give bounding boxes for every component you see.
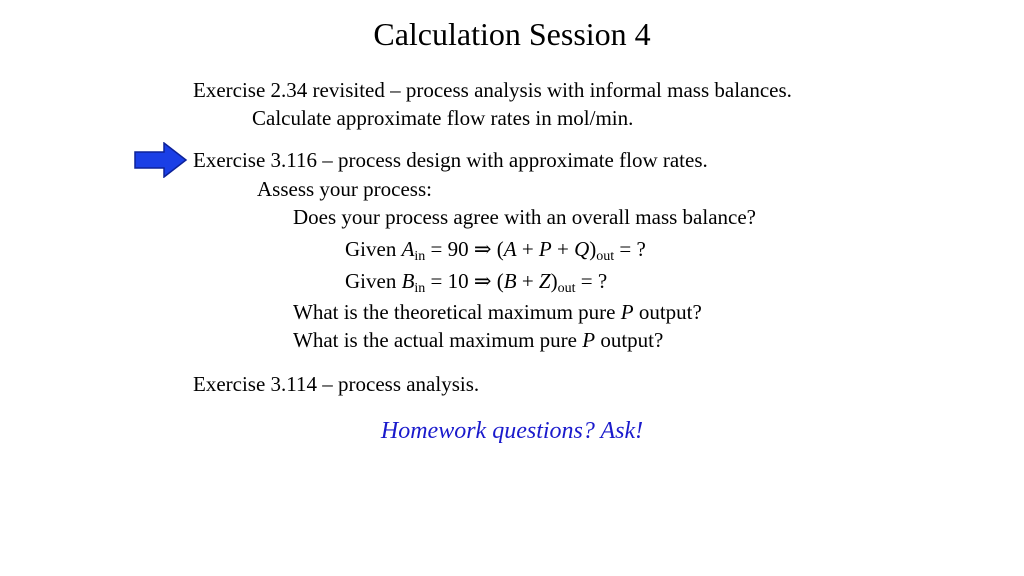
given-a-expr-a: A — [503, 237, 517, 261]
given-a-sub-out: out — [596, 249, 615, 264]
theoretical-before: What is the theoretical maximum pure — [293, 300, 621, 324]
given-b-var: B — [401, 269, 415, 293]
theoretical-after: output? — [633, 300, 702, 324]
given-b-expr-z: Z — [538, 269, 551, 293]
given-a-expr-q: Q — [574, 237, 590, 261]
exercise-2-34-detail: Calculate approximate flow rates in mol/min. — [252, 106, 634, 130]
given-b-plus: + — [516, 269, 539, 293]
given-b-close: ) — [550, 269, 558, 293]
given-a-expr-p: P — [538, 237, 552, 261]
actual-max-question — [293, 327, 663, 353]
given-b-tail: = ? — [575, 269, 608, 293]
given-a-plus2: + — [551, 237, 575, 261]
given-b-equation — [345, 268, 607, 294]
given-a-plus1: + — [516, 237, 539, 261]
exercise-3-114-heading: Exercise 3.114 – process analysis. — [193, 372, 480, 396]
theoretical-var: P — [620, 300, 634, 324]
arrow-right-icon — [134, 142, 188, 178]
actual-var: P — [582, 328, 596, 352]
actual-before: What is the actual maximum pure — [293, 328, 583, 352]
given-b-sub-in: in — [414, 281, 426, 296]
slide-title: Calculation Session 4 — [373, 16, 651, 52]
actual-after: output? — [595, 328, 664, 352]
theoretical-max-question — [293, 299, 702, 325]
exercise-2-34-heading: Exercise 2.34 revisited – process analysis with informal mass balances. — [193, 78, 792, 102]
given-b-value: = 10 ⇒ ( — [425, 269, 504, 293]
given-b-expr-b: B — [503, 269, 517, 293]
given-a-sub-in: in — [414, 249, 426, 264]
given-b-sub-out: out — [557, 281, 576, 296]
given-a-tail: = ? — [614, 237, 646, 261]
assess-process-label: Assess your process: — [257, 177, 432, 201]
given-a-value: = 90 ⇒ ( — [425, 237, 504, 261]
exercise-3-116-heading: Exercise 3.116 – process design with approximate flow rates. — [193, 148, 708, 172]
given-a-equation — [345, 236, 646, 262]
given-a-close: ) — [589, 237, 597, 261]
given-a-prefix: Given — [345, 237, 402, 261]
given-a-var: A — [401, 237, 415, 261]
homework-prompt: Homework questions? Ask! — [380, 418, 644, 444]
given-b-prefix: Given — [345, 269, 402, 293]
mass-balance-question: Does your process agree with an overall mass balance? — [293, 205, 756, 229]
